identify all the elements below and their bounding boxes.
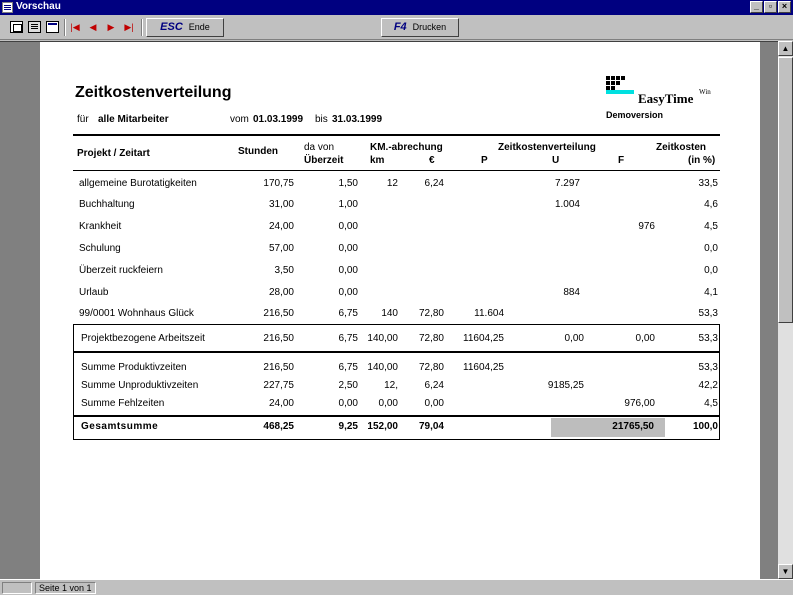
col-zkv-group: Zeitkostenverteilung [498, 142, 596, 153]
row-name: Schulung [79, 243, 121, 254]
toolbar [0, 15, 793, 40]
print-button-label: Drucken [412, 22, 447, 32]
row-overtime: 6,75 [338, 308, 358, 319]
vertical-scrollbar[interactable] [778, 41, 793, 579]
row-eur: 6,24 [424, 178, 444, 189]
logo-demo-label: Demoversion [606, 110, 664, 120]
col-zk-1: Zeitkosten [656, 142, 707, 153]
sum-percent: 53,3 [698, 362, 718, 373]
row-km: 140 [381, 308, 398, 319]
grand-total-name: Gesamtsumme [81, 421, 159, 432]
scroll-thumb[interactable] [778, 57, 793, 323]
row-u: 7.297 [554, 178, 580, 189]
grand-total-overtime: 9,25 [338, 421, 358, 432]
col-u: U [552, 155, 560, 166]
totals-box-bottom [73, 439, 720, 440]
row-overtime: 0,00 [338, 243, 358, 254]
row-hours: 170,75 [263, 178, 294, 189]
sum-hours: 227,75 [263, 380, 294, 391]
sum-eur: 0,00 [424, 398, 444, 409]
grand-total-amount: 21765,50 [612, 421, 654, 432]
project-total-u: 0,00 [564, 333, 584, 344]
single-page-icon[interactable] [10, 21, 23, 33]
col-zk-2: (in %) [688, 155, 716, 166]
grand-total-hours: 468,25 [263, 421, 294, 432]
status-bar [0, 579, 793, 595]
sum-km: 12, [384, 380, 398, 391]
logo-superscript: Win [699, 88, 711, 96]
sums-rule [73, 351, 720, 353]
project-total-hours: 216,50 [263, 333, 294, 344]
sum-u: 9185,25 [547, 380, 584, 391]
row-hours: 24,00 [268, 221, 294, 232]
to-label: bis [315, 114, 328, 125]
sum-km: 140,00 [367, 362, 398, 373]
sum-eur: 6,24 [424, 380, 444, 391]
col-km-group: KM.-abrechung [370, 142, 443, 153]
project-total-km: 140,00 [367, 333, 398, 344]
row-p: 11.604 [474, 308, 504, 319]
sum-percent: 4,5 [704, 398, 718, 409]
row-percent: 0,0 [704, 265, 718, 276]
row-eur: 72,80 [418, 308, 444, 319]
grand-total-km: 152,00 [367, 421, 398, 432]
row-overtime: 0,00 [338, 287, 358, 298]
row-percent: 4,5 [704, 221, 718, 232]
col-hours: Stunden [238, 146, 278, 157]
col-eur: € [429, 155, 435, 166]
window-title: Vorschau [16, 1, 61, 12]
row-name: Urlaub [79, 287, 109, 298]
row-percent: 4,1 [704, 287, 718, 298]
grand-total-eur: 79,04 [418, 421, 444, 432]
sum-name: Summe Produktivzeiten [81, 362, 187, 373]
app-icon [2, 2, 13, 13]
project-total-eur: 72,80 [418, 333, 444, 344]
from-label: vom [230, 114, 249, 125]
prev-page-icon[interactable]: ◀ [89, 22, 97, 32]
sum-hours: 216,50 [263, 362, 294, 373]
row-name: Buchhaltung [79, 199, 135, 210]
f4-key-label: F4 [393, 21, 407, 33]
sum-name: Summe Unproduktivzeiten [81, 380, 199, 391]
from-date: 01.03.1999 [253, 114, 304, 125]
header-rule [73, 134, 720, 136]
totals-box-top [73, 324, 720, 325]
toolbar-separator [64, 19, 66, 36]
project-total-p: 11604,25 [463, 333, 504, 344]
list-view-icon[interactable] [28, 21, 41, 33]
totals-box-left [73, 324, 74, 440]
grand-total-rule [73, 415, 720, 417]
row-percent: 0,0 [704, 243, 718, 254]
scroll-up-icon[interactable]: ▲ [778, 41, 793, 56]
grand-total-percent: 100,0 [692, 421, 718, 432]
project-total-overtime: 6,75 [338, 333, 358, 344]
row-percent: 33,5 [698, 178, 718, 189]
sum-km: 0,00 [378, 398, 398, 409]
sum-name: Summe Fehlzeiten [81, 398, 165, 409]
row-u: 1.004 [554, 199, 580, 210]
col-km: km [370, 155, 385, 166]
col-overtime-2: Überzeit [304, 155, 344, 166]
esc-key-label: ESC [160, 21, 183, 33]
to-date: 31.03.1999 [332, 114, 383, 125]
first-page-icon[interactable]: |◀ [70, 22, 80, 32]
row-hours: 216,50 [263, 308, 294, 319]
row-hours: 28,00 [268, 287, 294, 298]
sum-overtime: 2,50 [338, 380, 358, 391]
row-overtime: 1,50 [338, 178, 358, 189]
print-button[interactable] [381, 18, 459, 37]
sum-overtime: 0,00 [338, 398, 358, 409]
row-km: 12 [386, 178, 398, 189]
row-name: Überzeit ruckfeiern [79, 265, 163, 276]
sum-percent: 42,2 [698, 380, 718, 391]
subheader-rule [73, 170, 720, 171]
col-p: P [481, 155, 488, 166]
col-overtime-1: da von [304, 142, 335, 153]
sum-overtime: 6,75 [338, 362, 358, 373]
restore-icon[interactable]: ▫ [764, 1, 777, 13]
toolbar-separator [141, 19, 143, 36]
sum-f: 976,00 [624, 398, 655, 409]
sum-p: 11604,25 [463, 362, 504, 373]
end-button[interactable] [146, 18, 224, 37]
last-page-icon[interactable]: ▶| [124, 22, 134, 32]
logo-bar [606, 90, 634, 94]
page-indicator: Seite 1 von 1 [35, 582, 96, 594]
logo-name: EasyTime [638, 91, 694, 106]
row-hours: 31,00 [268, 199, 294, 210]
preview-area[interactable] [0, 41, 778, 579]
totals-box-right [719, 324, 720, 440]
status-panel [2, 582, 32, 594]
row-u: 884 [563, 287, 580, 298]
col-project: Projekt / Zeitart [77, 148, 150, 159]
window-titlebar [0, 0, 793, 15]
end-button-label: Ende [188, 22, 210, 32]
row-f: 976 [638, 221, 655, 232]
report-page [40, 42, 760, 579]
minimize-icon[interactable]: _ [750, 1, 763, 13]
row-name: allgemeine Burotatigkeiten [79, 178, 197, 189]
row-name: Krankheit [79, 221, 122, 232]
project-total-name: Projektbezogene Arbeitszeit [81, 333, 205, 344]
project-total-f: 0,00 [635, 333, 655, 344]
row-overtime: 1,00 [338, 199, 358, 210]
for-label: für [77, 114, 89, 125]
row-overtime: 0,00 [338, 265, 358, 276]
scroll-down-icon[interactable]: ▼ [778, 564, 793, 579]
row-percent: 4,6 [704, 199, 718, 210]
row-overtime: 0,00 [338, 221, 358, 232]
close-icon[interactable]: × [778, 1, 791, 13]
row-name: 99/0001 Wohnhaus Glück [79, 308, 194, 319]
for-value: alle Mitarbeiter [98, 114, 169, 125]
sum-hours: 24,00 [268, 398, 294, 409]
row-percent: 53,3 [698, 308, 718, 319]
sum-eur: 72,80 [418, 362, 444, 373]
window-view-icon[interactable] [46, 21, 59, 33]
col-f: F [618, 155, 625, 166]
row-hours: 57,00 [268, 243, 294, 254]
project-total-percent: 53,3 [698, 333, 718, 344]
next-page-icon[interactable]: ▶ [107, 22, 115, 32]
report-title: Zeitkostenverteilung [75, 84, 232, 101]
row-hours: 3,50 [274, 265, 294, 276]
